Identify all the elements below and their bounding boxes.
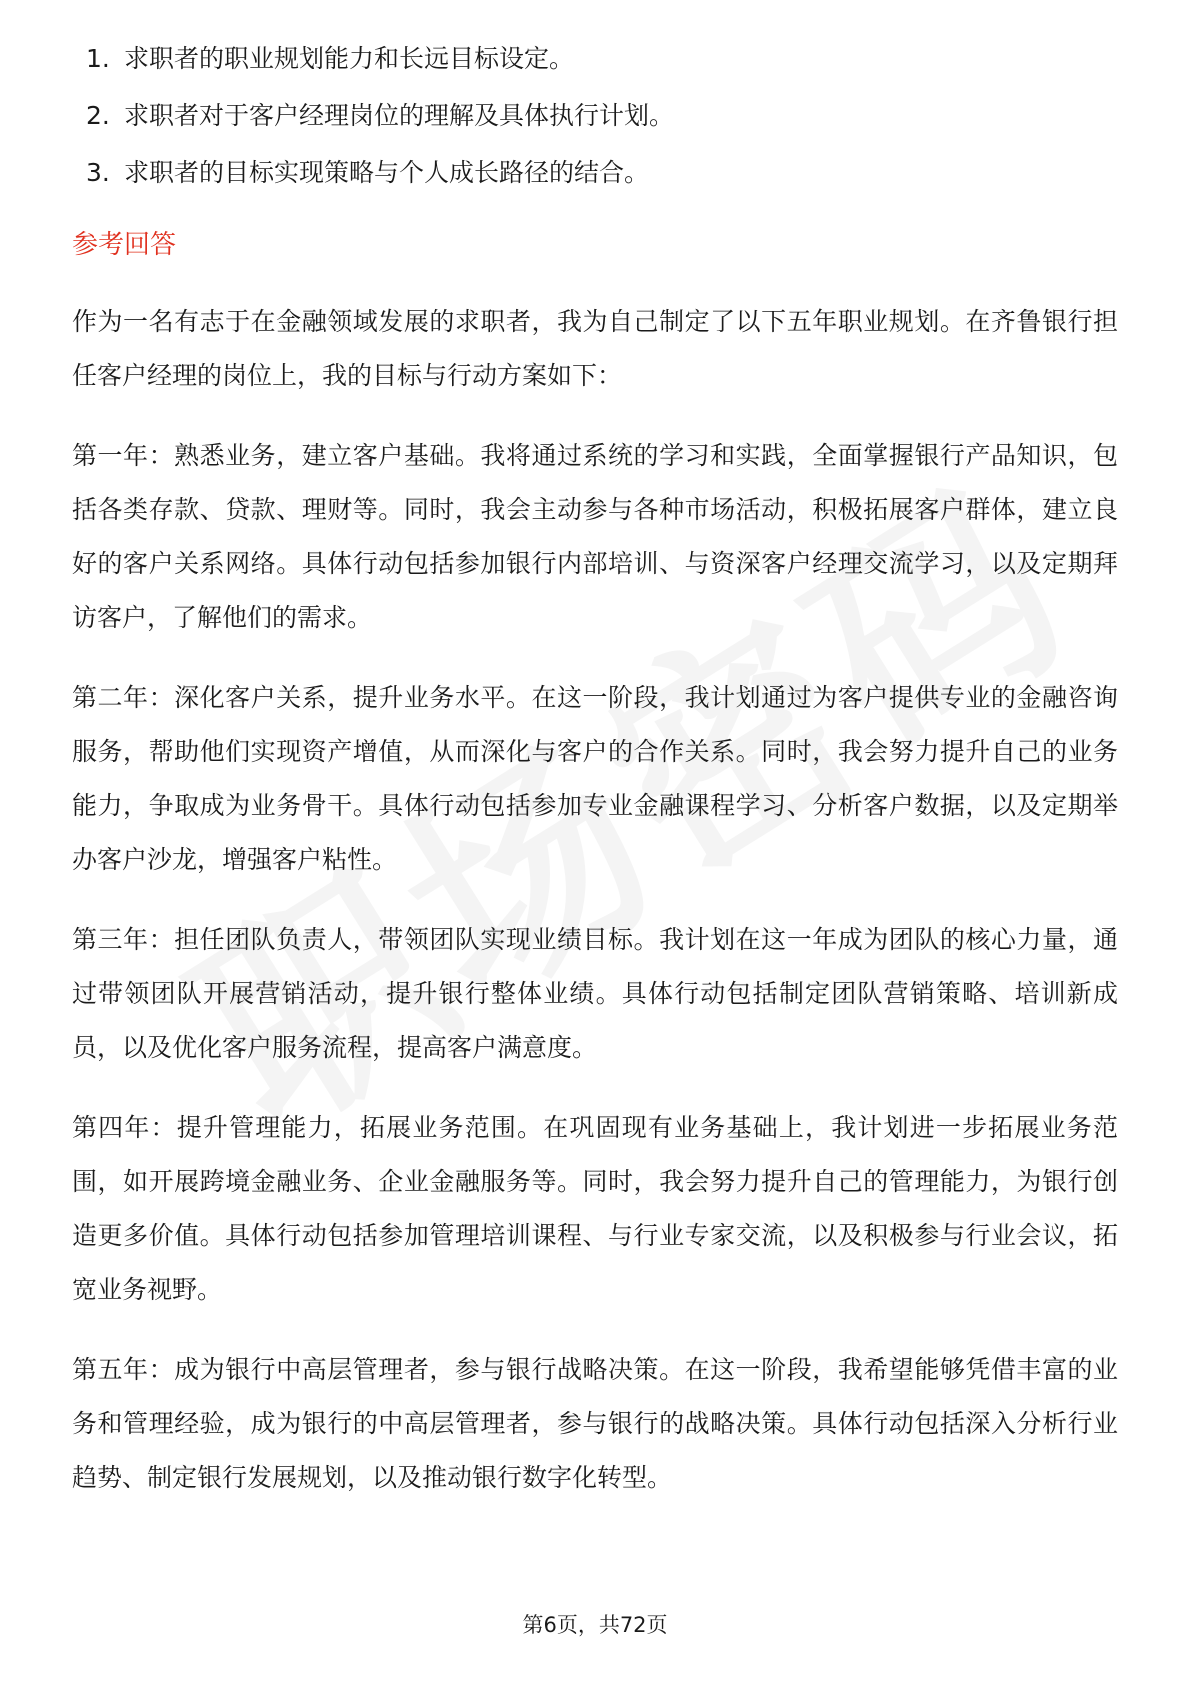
page-footer: 第6页，共72页	[522, 1613, 668, 1637]
list-item	[72, 30, 1118, 87]
year-two-paragraph: 第二年：深化客户关系，提升业务水平。在这一阶段，我计划通过为客户提供专业的金融咨询服务，帮助他们实现资产增值，从而深化与客户的合作关系。同时，我会努力提升自己的业务能力，争取成为业务骨干。具体行动包括参加专业金融课程学习、分析客户数据，以及定期举办客户沙龙，增强客户粘性。	[72, 683, 1118, 874]
year-three-paragraph: 第三年：担任团队负责人，带领团队实现业绩目标。我计划在这一年成为团队的核心力量，通过带领团队开展营销活动，提升银行整体业绩。具体行动包括制定团队营销策略、培训新成员，以及优化客户服务流程，提高客户满意度。	[72, 925, 1118, 1062]
year-five-paragraph: 第五年：成为银行中高层管理者，参与银行战略决策。在这一阶段，我希望能够凭借丰富的业务和管理经验，成为银行的中高层管理者，参与银行的战略决策。具体行动包括深入分析行业趋势、制定银行发展规划，以及推动银行数字化转型。	[72, 1355, 1118, 1492]
intro-paragraph: 作为一名有志于在金融领域发展的求职者，我为自己制定了以下五年职业规划。在齐鲁银行担任客户经理的岗位上，我的目标与行动方案如下：	[72, 307, 1118, 390]
list-item-number: 1.	[86, 44, 110, 73]
list-item	[72, 144, 1118, 201]
section-title: 参考回答	[72, 230, 177, 260]
list-item-text: 求职者对于客户经理岗位的理解及具体执行计划。	[124, 101, 675, 130]
evaluation-points-list	[72, 30, 1118, 201]
year-four-paragraph: 第四年：提升管理能力，拓展业务范围。在巩固现有业务基础上，我计划进一步拓展业务范围，如开展跨境金融业务、企业金融服务等。同时，我会努力提升自己的管理能力，为银行创造更多价值。具体行动包括参加管理培训课程、与行业专家交流，以及积极参与行业会议，拓宽业务视野。	[72, 1113, 1118, 1304]
year-one-paragraph: 第一年：熟悉业务，建立客户基础。我将通过系统的学习和实践，全面掌握银行产品知识，包括各类存款、贷款、理财等。同时，我会主动参与各种市场活动，积极拓展客户群体，建立良好的客户关系网络。具体行动包括参加银行内部培训、与资深客户经理交流学习，以及定期拜访客户，了解他们的需求。	[72, 441, 1118, 632]
list-item-text: 求职者的目标实现策略与个人成长路径的结合。	[124, 158, 650, 187]
page-content	[72, 30, 1118, 1505]
list-item-number: 2.	[86, 101, 110, 130]
list-item	[72, 87, 1118, 144]
list-item-number: 3.	[86, 158, 110, 187]
list-item-text: 求职者的职业规划能力和长远目标设定。	[124, 44, 575, 73]
